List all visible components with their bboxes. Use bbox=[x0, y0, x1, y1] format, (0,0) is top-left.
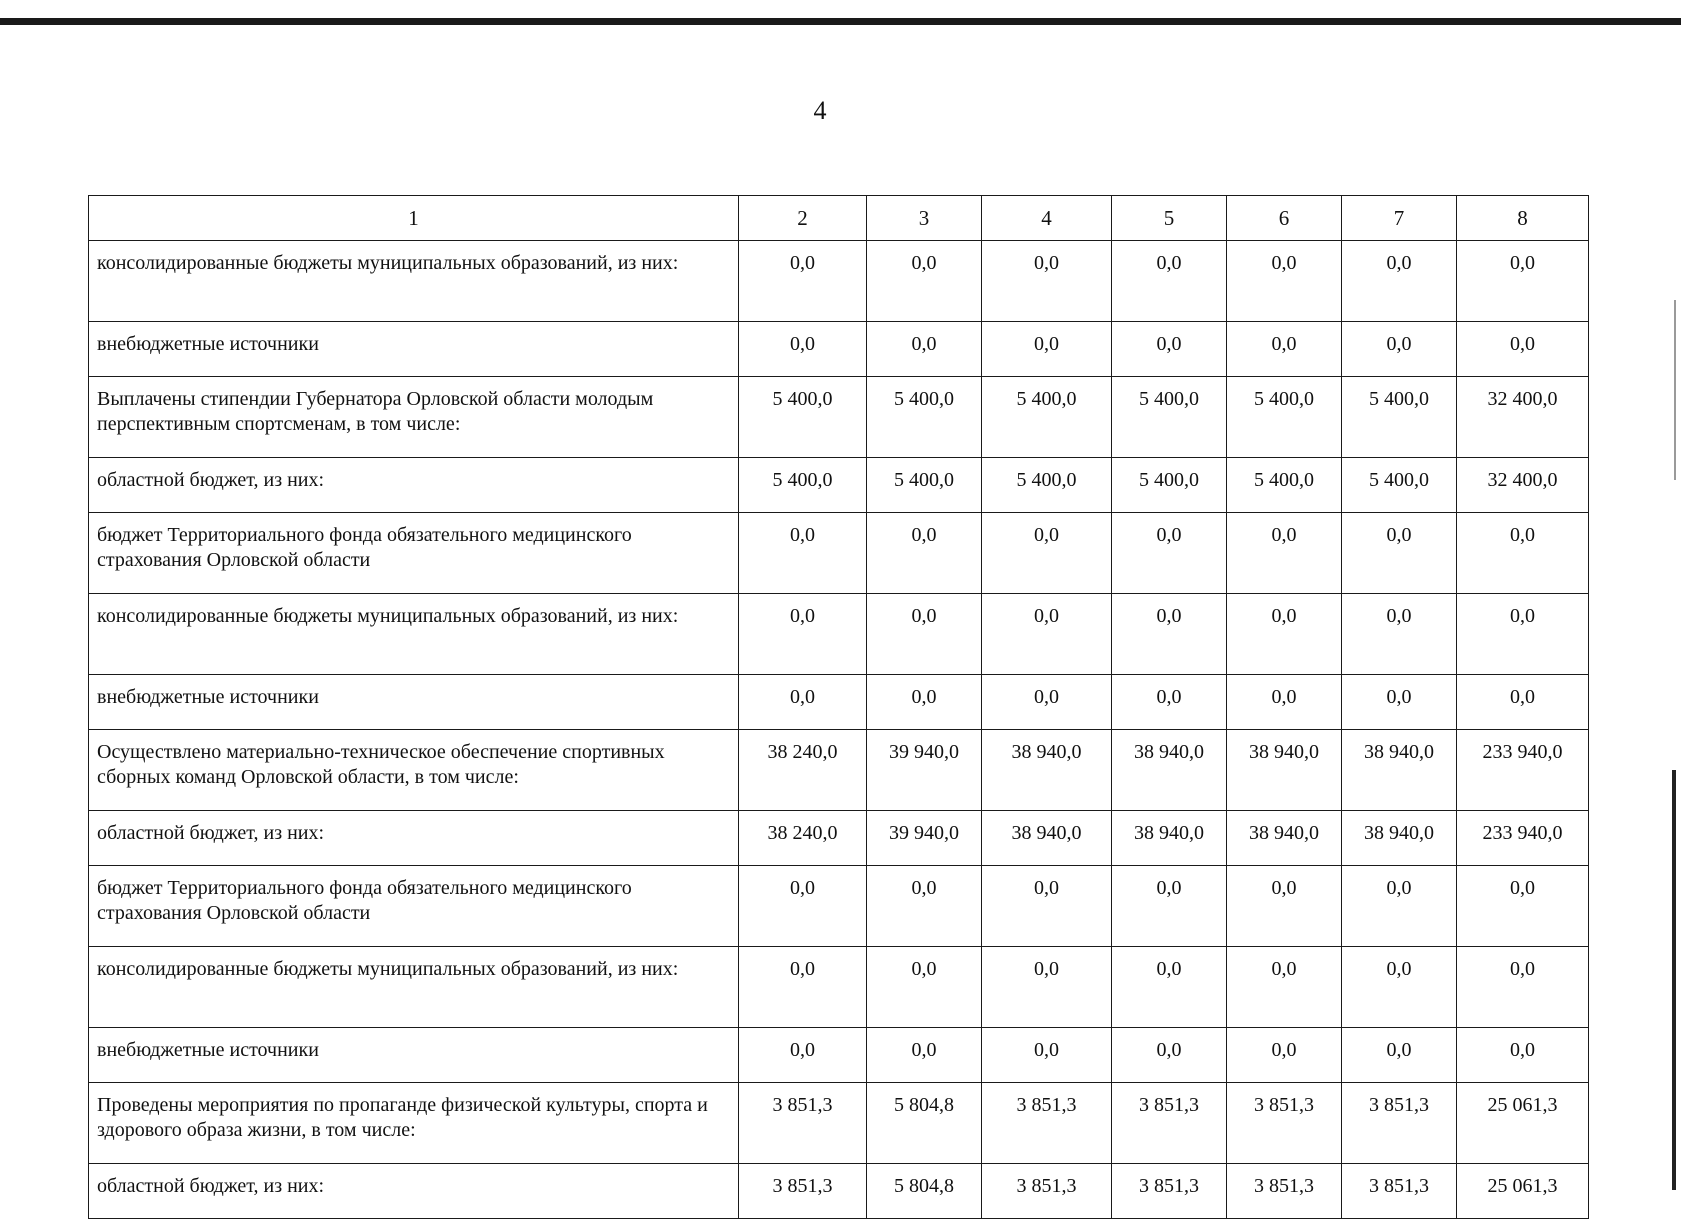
row-value: 0,0 bbox=[867, 947, 982, 1028]
row-label: Проведены мероприятия по пропаганде физической культуры, спорта и здорового образа жизни, в том числе: bbox=[89, 1083, 739, 1164]
row-value: 0,0 bbox=[982, 241, 1112, 322]
row-value: 0,0 bbox=[867, 866, 982, 947]
table-row bbox=[89, 947, 1589, 1028]
table-row bbox=[89, 1164, 1589, 1219]
table-row bbox=[89, 811, 1589, 866]
column-header: 8 bbox=[1457, 196, 1589, 241]
row-value: 233 940,0 bbox=[1457, 811, 1589, 866]
row-value: 3 851,3 bbox=[982, 1083, 1112, 1164]
table-row bbox=[89, 675, 1589, 730]
row-label: внебюджетные источники bbox=[89, 322, 739, 377]
row-value: 3 851,3 bbox=[1112, 1083, 1227, 1164]
row-value: 0,0 bbox=[982, 947, 1112, 1028]
row-value: 0,0 bbox=[1457, 675, 1589, 730]
row-value: 0,0 bbox=[739, 513, 867, 594]
row-value: 5 804,8 bbox=[867, 1083, 982, 1164]
row-value: 0,0 bbox=[1227, 947, 1342, 1028]
row-value: 0,0 bbox=[1112, 322, 1227, 377]
row-label: областной бюджет, из них: bbox=[89, 811, 739, 866]
row-value: 0,0 bbox=[739, 947, 867, 1028]
row-value: 0,0 bbox=[867, 241, 982, 322]
row-value: 0,0 bbox=[1457, 322, 1589, 377]
row-value: 3 851,3 bbox=[1342, 1083, 1457, 1164]
row-value: 39 940,0 bbox=[867, 730, 982, 811]
row-value: 0,0 bbox=[982, 1028, 1112, 1083]
row-value: 0,0 bbox=[867, 675, 982, 730]
row-value: 0,0 bbox=[982, 594, 1112, 675]
row-value: 38 940,0 bbox=[1342, 811, 1457, 866]
column-header: 1 bbox=[89, 196, 739, 241]
row-label: внебюджетные источники bbox=[89, 675, 739, 730]
row-label: областной бюджет, из них: bbox=[89, 1164, 739, 1219]
scan-edge-shadow bbox=[1674, 300, 1676, 480]
column-header: 7 bbox=[1342, 196, 1457, 241]
scan-edge-shadow bbox=[1672, 770, 1676, 1190]
row-value: 0,0 bbox=[1112, 241, 1227, 322]
row-value: 0,0 bbox=[1112, 513, 1227, 594]
row-value: 5 400,0 bbox=[1342, 377, 1457, 458]
row-value: 5 400,0 bbox=[867, 458, 982, 513]
row-value: 5 400,0 bbox=[739, 458, 867, 513]
row-value: 5 400,0 bbox=[1227, 458, 1342, 513]
row-value: 0,0 bbox=[1342, 675, 1457, 730]
row-value: 5 400,0 bbox=[1227, 377, 1342, 458]
row-label: консолидированные бюджеты муниципальных образований, из них: bbox=[89, 241, 739, 322]
row-value: 3 851,3 bbox=[1112, 1164, 1227, 1219]
row-value: 0,0 bbox=[982, 866, 1112, 947]
column-header: 4 bbox=[982, 196, 1112, 241]
row-value: 0,0 bbox=[867, 1028, 982, 1083]
row-label: бюджет Территориального фонда обязательного медицинского страхования Орловской области bbox=[89, 513, 739, 594]
row-value: 233 940,0 bbox=[1457, 730, 1589, 811]
row-label: бюджет Территориального фонда обязательного медицинского страхования Орловской области bbox=[89, 866, 739, 947]
row-value: 0,0 bbox=[1342, 947, 1457, 1028]
row-value: 38 940,0 bbox=[1342, 730, 1457, 811]
row-value: 0,0 bbox=[739, 241, 867, 322]
column-header: 5 bbox=[1112, 196, 1227, 241]
table-row bbox=[89, 1028, 1589, 1083]
table-header-row bbox=[89, 196, 1589, 241]
row-value: 0,0 bbox=[1342, 594, 1457, 675]
row-value: 0,0 bbox=[982, 322, 1112, 377]
row-value: 3 851,3 bbox=[739, 1164, 867, 1219]
row-value: 5 400,0 bbox=[982, 458, 1112, 513]
row-value: 5 400,0 bbox=[739, 377, 867, 458]
row-value: 25 061,3 bbox=[1457, 1083, 1589, 1164]
row-value: 0,0 bbox=[1342, 241, 1457, 322]
row-label: внебюджетные источники bbox=[89, 1028, 739, 1083]
table-body bbox=[89, 196, 1589, 1219]
budget-table-container bbox=[88, 195, 1588, 1219]
row-value: 0,0 bbox=[739, 594, 867, 675]
column-header: 6 bbox=[1227, 196, 1342, 241]
row-value: 5 400,0 bbox=[1112, 377, 1227, 458]
page-number: 4 bbox=[813, 96, 827, 125]
row-value: 3 851,3 bbox=[1227, 1083, 1342, 1164]
row-value: 0,0 bbox=[739, 675, 867, 730]
table-row bbox=[89, 377, 1589, 458]
row-value: 0,0 bbox=[1112, 1028, 1227, 1083]
row-value: 0,0 bbox=[1457, 594, 1589, 675]
row-value: 5 400,0 bbox=[1112, 458, 1227, 513]
row-value: 3 851,3 bbox=[739, 1083, 867, 1164]
row-value: 0,0 bbox=[1227, 322, 1342, 377]
table-row bbox=[89, 594, 1589, 675]
row-value: 0,0 bbox=[1112, 594, 1227, 675]
row-value: 38 940,0 bbox=[982, 811, 1112, 866]
row-value: 0,0 bbox=[1342, 866, 1457, 947]
row-label: Осуществлено материально-техническое обеспечение спортивных сборных команд Орловской области, в том числе: bbox=[89, 730, 739, 811]
row-value: 5 400,0 bbox=[982, 377, 1112, 458]
row-value: 39 940,0 bbox=[867, 811, 982, 866]
row-value: 0,0 bbox=[739, 322, 867, 377]
row-value: 0,0 bbox=[1112, 675, 1227, 730]
row-value: 0,0 bbox=[1227, 866, 1342, 947]
table-row bbox=[89, 866, 1589, 947]
row-value: 5 804,8 bbox=[867, 1164, 982, 1219]
row-value: 25 061,3 bbox=[1457, 1164, 1589, 1219]
row-value: 0,0 bbox=[982, 675, 1112, 730]
row-value: 0,0 bbox=[1112, 866, 1227, 947]
row-label: консолидированные бюджеты муниципальных образований, из них: bbox=[89, 594, 739, 675]
scan-top-border bbox=[0, 18, 1681, 25]
row-value: 3 851,3 bbox=[982, 1164, 1112, 1219]
row-value: 0,0 bbox=[1457, 1028, 1589, 1083]
row-value: 0,0 bbox=[1227, 594, 1342, 675]
row-value: 32 400,0 bbox=[1457, 377, 1589, 458]
row-value: 0,0 bbox=[1227, 1028, 1342, 1083]
row-value: 0,0 bbox=[867, 322, 982, 377]
table-row bbox=[89, 513, 1589, 594]
table-row bbox=[89, 458, 1589, 513]
row-value: 0,0 bbox=[1342, 1028, 1457, 1083]
row-value: 0,0 bbox=[1457, 241, 1589, 322]
row-value: 0,0 bbox=[739, 866, 867, 947]
row-label: консолидированные бюджеты муниципальных образований, из них: bbox=[89, 947, 739, 1028]
table-row bbox=[89, 322, 1589, 377]
row-value: 38 240,0 bbox=[739, 730, 867, 811]
row-value: 0,0 bbox=[1342, 513, 1457, 594]
row-value: 0,0 bbox=[1457, 947, 1589, 1028]
row-value: 0,0 bbox=[982, 513, 1112, 594]
column-header: 2 bbox=[739, 196, 867, 241]
row-value: 3 851,3 bbox=[1342, 1164, 1457, 1219]
row-value: 38 940,0 bbox=[1112, 811, 1227, 866]
row-label: областной бюджет, из них: bbox=[89, 458, 739, 513]
table-row bbox=[89, 730, 1589, 811]
row-value: 0,0 bbox=[739, 1028, 867, 1083]
row-value: 5 400,0 bbox=[867, 377, 982, 458]
row-value: 0,0 bbox=[867, 513, 982, 594]
row-value: 3 851,3 bbox=[1227, 1164, 1342, 1219]
table-row bbox=[89, 241, 1589, 322]
row-value: 0,0 bbox=[1457, 513, 1589, 594]
row-value: 0,0 bbox=[1227, 513, 1342, 594]
row-value: 32 400,0 bbox=[1457, 458, 1589, 513]
row-value: 0,0 bbox=[1112, 947, 1227, 1028]
row-value: 38 940,0 bbox=[1112, 730, 1227, 811]
row-value: 5 400,0 bbox=[1342, 458, 1457, 513]
row-value: 38 940,0 bbox=[1227, 730, 1342, 811]
row-value: 38 940,0 bbox=[1227, 811, 1342, 866]
row-value: 38 940,0 bbox=[982, 730, 1112, 811]
row-value: 0,0 bbox=[1227, 241, 1342, 322]
row-value: 38 240,0 bbox=[739, 811, 867, 866]
row-value: 0,0 bbox=[1342, 322, 1457, 377]
column-header: 3 bbox=[867, 196, 982, 241]
row-value: 0,0 bbox=[1227, 675, 1342, 730]
table-row bbox=[89, 1083, 1589, 1164]
budget-table bbox=[88, 195, 1589, 1219]
row-value: 0,0 bbox=[867, 594, 982, 675]
row-label: Выплачены стипендии Губернатора Орловской области молодым перспективным спортсменам, в том числе: bbox=[89, 377, 739, 458]
row-value: 0,0 bbox=[1457, 866, 1589, 947]
